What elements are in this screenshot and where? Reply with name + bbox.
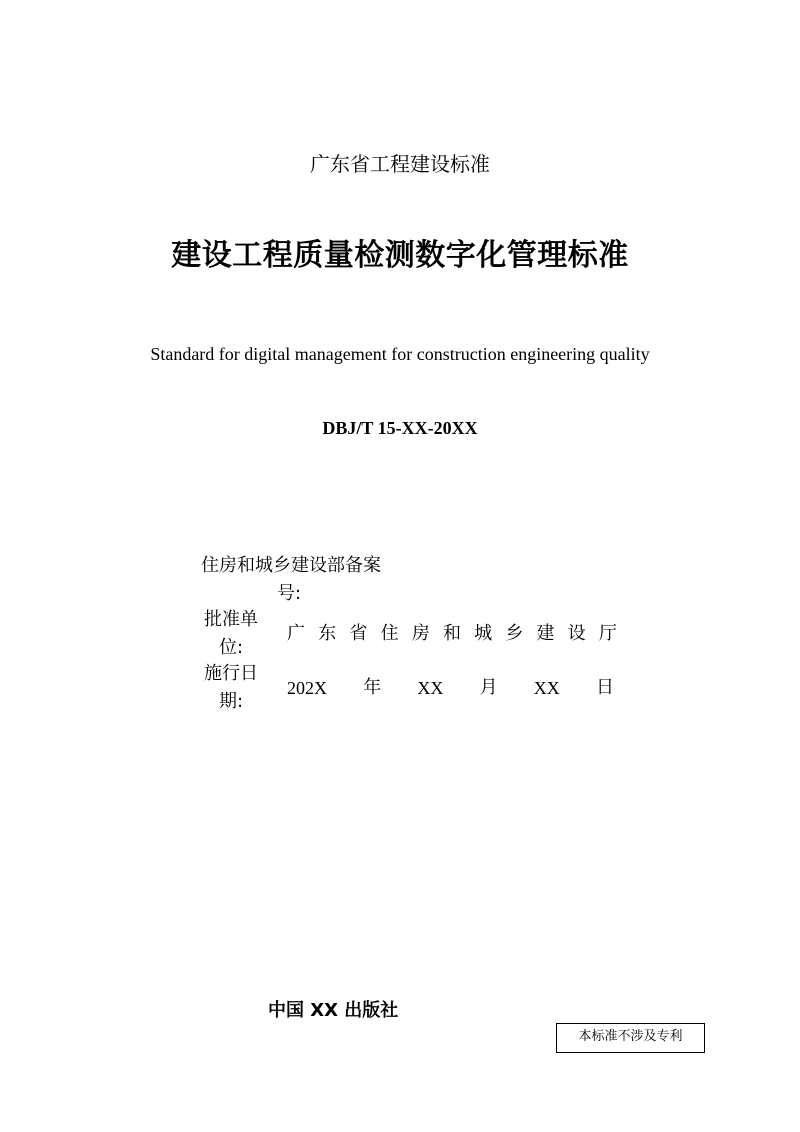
date-day: XX — [533, 678, 560, 698]
approval-char: 厅 — [598, 623, 617, 644]
approval-char: 和 — [442, 623, 461, 644]
approval-char: 住 — [380, 623, 399, 644]
approval-unit-value — [287, 620, 617, 648]
approval-char: 广 — [287, 623, 305, 644]
approval-label-line2: 位: — [218, 637, 244, 658]
approval-char: 建 — [536, 623, 555, 644]
effective-date-label — [201, 660, 261, 716]
standard-series: 广东省工程建设标准 — [310, 152, 490, 176]
patent-note-box: 本标准不涉及专利 — [556, 1023, 705, 1053]
filing-number-label: 住房和城乡建设部备案 — [201, 555, 381, 576]
approval-char: 省 — [349, 623, 368, 644]
document-title: 建设工程质量检测数字化管理标准 — [171, 238, 629, 273]
approval-char: 房 — [411, 623, 430, 644]
approval-char: 城 — [474, 623, 493, 644]
date-year-unit: 年 — [363, 677, 382, 698]
standard-code: DBJ/T 15-XX-20XX — [322, 418, 478, 438]
date-month-unit: 月 — [479, 677, 498, 698]
date-year: 202X — [287, 678, 327, 698]
english-title: Standard for digital management for construction engineering quality — [150, 344, 650, 364]
effective-date-value — [287, 674, 614, 702]
approval-unit-label — [201, 606, 261, 662]
approval-char: 设 — [567, 623, 586, 644]
filing-number-label-cont: 号: — [277, 583, 302, 604]
approval-char: 东 — [318, 623, 337, 644]
publisher: 中国 XX 出版社 — [268, 1000, 399, 1021]
date-month: XX — [417, 678, 444, 698]
effective-label-line2: 期: — [218, 691, 244, 712]
date-day-unit: 日 — [595, 677, 614, 698]
approval-label-line1: 批准单 — [204, 609, 258, 630]
effective-label-line1: 施行日 — [204, 663, 258, 684]
approval-char: 乡 — [505, 623, 524, 644]
